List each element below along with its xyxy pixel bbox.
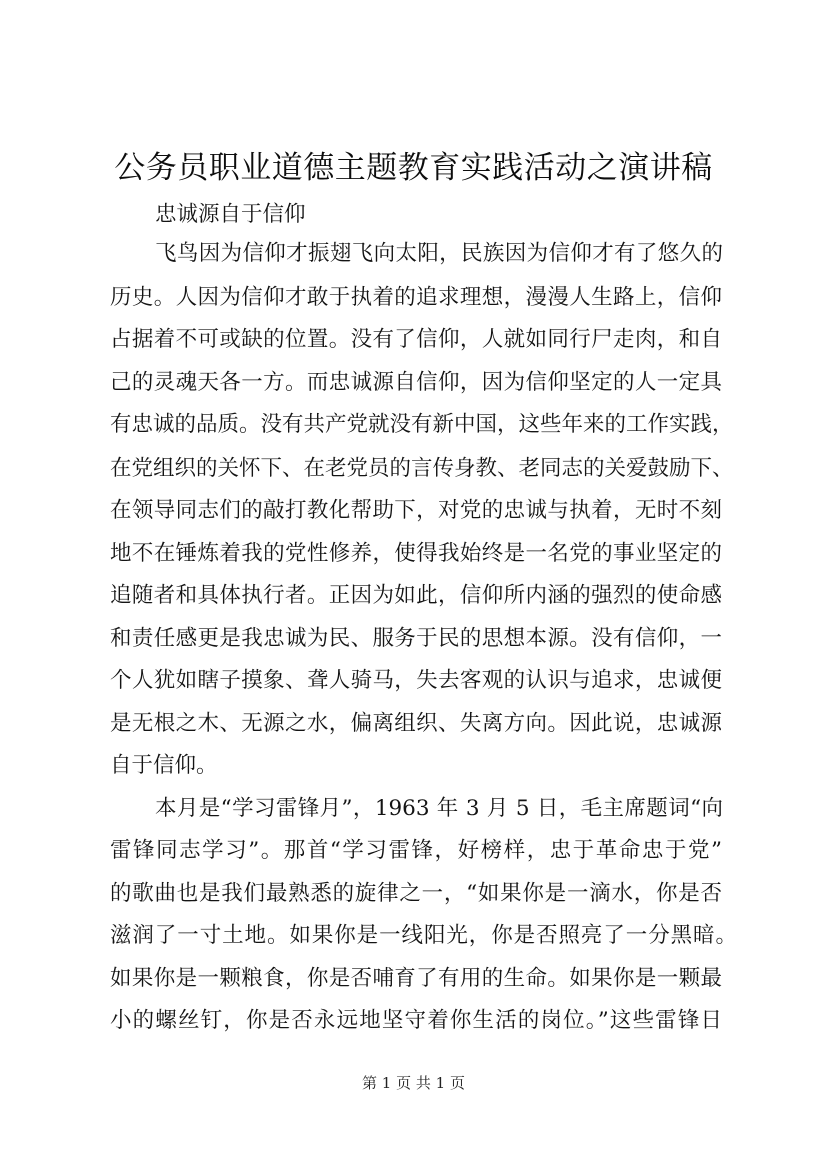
paragraph-line: 飞鸟因为信仰才振翅飞向太阳，民族因为信仰才有了悠久的 bbox=[155, 241, 723, 266]
paragraph-line: 己的灵魂天各一方。而忠诚源自信仰，因为信仰坚定的人一定具 bbox=[110, 370, 722, 395]
paragraph-line: 雷锋同志学习”。那首“学习雷锋，好榜样，忠于革命忠于党” bbox=[110, 838, 722, 863]
paragraph-line: 有忠诚的品质。没有共产党就没有新中国，这些年来的工作实践， bbox=[110, 412, 734, 437]
paragraph-line: 历史。人因为信仰才敢于执着的追求理想，漫漫人生路上，信仰 bbox=[110, 285, 722, 310]
paragraph-line: 小的螺丝钉，你是否永远地坚守着你生活的岗位。”这些雷锋日 bbox=[110, 1008, 722, 1033]
paragraph-line: 在领导同志们的敲打教化帮助下，对党的忠诚与执着，无时不刻 bbox=[110, 498, 722, 523]
paragraph-line: 地不在锤炼着我的党性修养，使得我始终是一名党的事业坚定的 bbox=[110, 541, 722, 566]
paragraph-line: 在党组织的关怀下、在老党员的言传身教、老同志的关爱鼓励下、 bbox=[110, 456, 734, 481]
paragraph-line: 滋润了一寸土地。如果你是一线阳光，你是否照亮了一分黑暗。 bbox=[110, 923, 737, 948]
paragraph-line: 自于信仰。 bbox=[110, 753, 218, 778]
paragraph-line: 的歌曲也是我们最熟悉的旋律之一，“如果你是一滴水，你是否 bbox=[110, 881, 722, 906]
paragraph-line: 如果你是一颗粮食，你是否哺育了有用的生命。如果你是一颗最 bbox=[110, 966, 722, 991]
paragraph-line: 占据着不可或缺的位置。没有了信仰，人就如同行尸走肉，和自 bbox=[110, 327, 722, 352]
paragraph-line: 本月是“学习雷锋月”，1963 年 3 月 5 日，毛主席题词“向 bbox=[155, 796, 723, 821]
subtitle: 忠诚源自于信仰 bbox=[155, 202, 306, 227]
paragraph-line: 和责任感更是我忠诚为民、服务于民的思想本源。没有信仰，一 bbox=[110, 626, 722, 651]
document-title: 公务员职业道德主题教育实践活动之演讲稿 bbox=[114, 150, 713, 186]
page-number: 第 1 页 共 1 页 bbox=[362, 1074, 465, 1092]
paragraph-line: 个人犹如瞎子摸象、聋人骑马，失去客观的认识与追求，忠诚便 bbox=[110, 668, 722, 693]
paragraph-line: 追随者和具体执行者。正因为如此，信仰所内涵的强烈的使命感 bbox=[110, 583, 722, 608]
paragraph-line: 是无根之木、无源之水，偏离组织、失离方向。因此说，忠诚源 bbox=[110, 711, 722, 736]
